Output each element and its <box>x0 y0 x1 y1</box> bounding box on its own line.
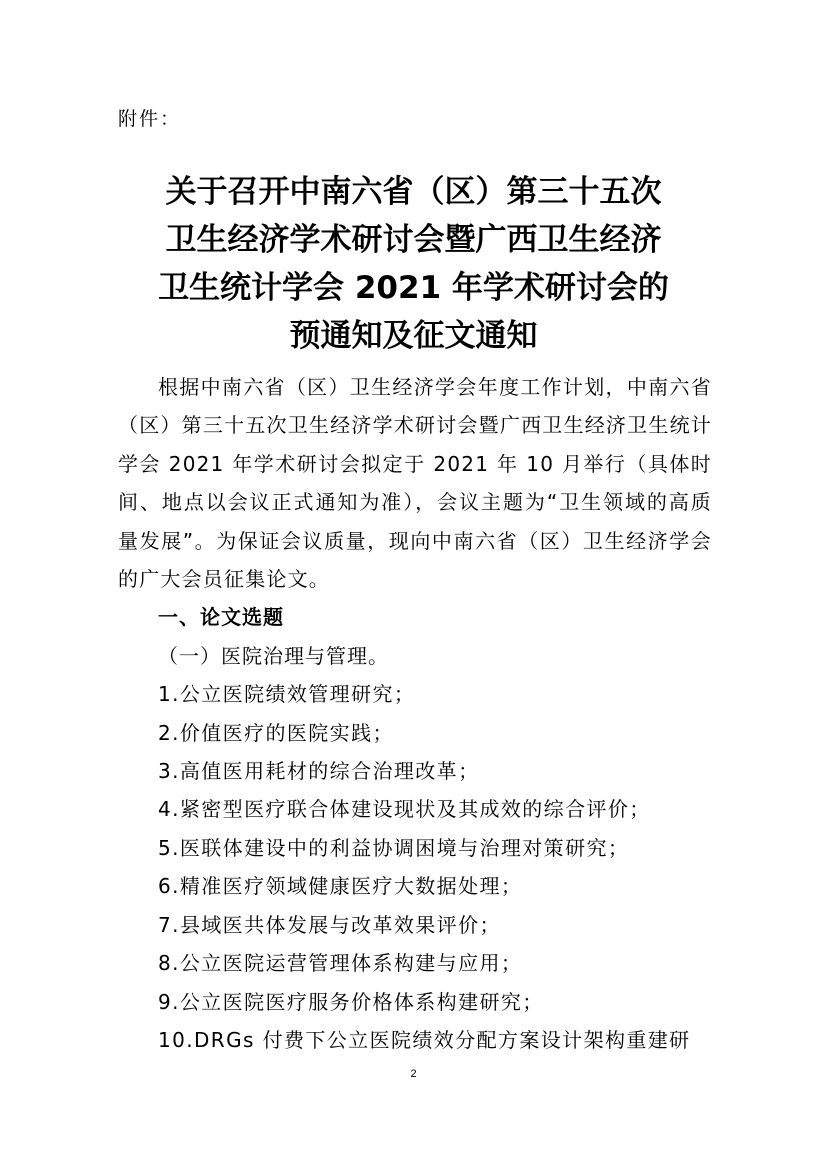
intro-paragraph: 根据中南六省（区）卫生经济学会年度工作计划，中南六省（区）第三十五次卫生经济学术研讨会暨广西卫生经济卫生统计学会 2021 年学术研讨会拟定于 2021 年 10 月举行（具体时间、地点以会议正式通知为准），会议主题为“卫生领域的高质量发展”。为保证会议质量，现向中南六省（区）卫生经济学会的广大会员征集论文。 <box>118 375 712 592</box>
page-number: 2 <box>410 1068 417 1080</box>
topic-item: 2.价值医疗的医院实践； <box>158 720 394 745</box>
topic-item: 5.医联体建设中的利益协调困境与治理对策研究； <box>158 835 630 860</box>
title-line: 卫生统计学会 2021 年学术研讨会的 <box>158 270 669 306</box>
title-line: 预通知及征文通知 <box>289 318 538 354</box>
topic-item: 1.公立医院绩效管理研究； <box>158 682 416 707</box>
topic-item: 3.高值医用耗材的综合治理改革； <box>158 759 480 784</box>
topic-item: 6.精准医疗领域健康医疗大数据处理； <box>158 874 523 899</box>
section-heading: 一、论文选题 <box>158 605 284 630</box>
document-body <box>118 368 712 1059</box>
document-title <box>90 168 737 360</box>
title-line: 关于召开中南六省（区）第三十五次 <box>165 174 662 210</box>
topic-item: 4.紧密型医疗联合体建设现状及其成效的综合评价； <box>158 797 651 822</box>
topic-item: 9.公立医院医疗服务价格体系构建研究； <box>158 989 544 1014</box>
topic-item: 8.公立医院运营管理体系构建与应用； <box>158 951 523 976</box>
topic-item: 7.县域医共体发展与改革效果评价； <box>158 912 501 937</box>
subsection-heading: （一）医院治理与管理。 <box>158 643 389 668</box>
attachment-label: 附件： <box>118 108 182 130</box>
topic-item: 10.DRGs 付费下公立医院绩效分配方案设计架构重建研 <box>158 1027 691 1052</box>
title-line: 卫生经济学术研讨会暨广西卫生经济 <box>165 222 662 258</box>
